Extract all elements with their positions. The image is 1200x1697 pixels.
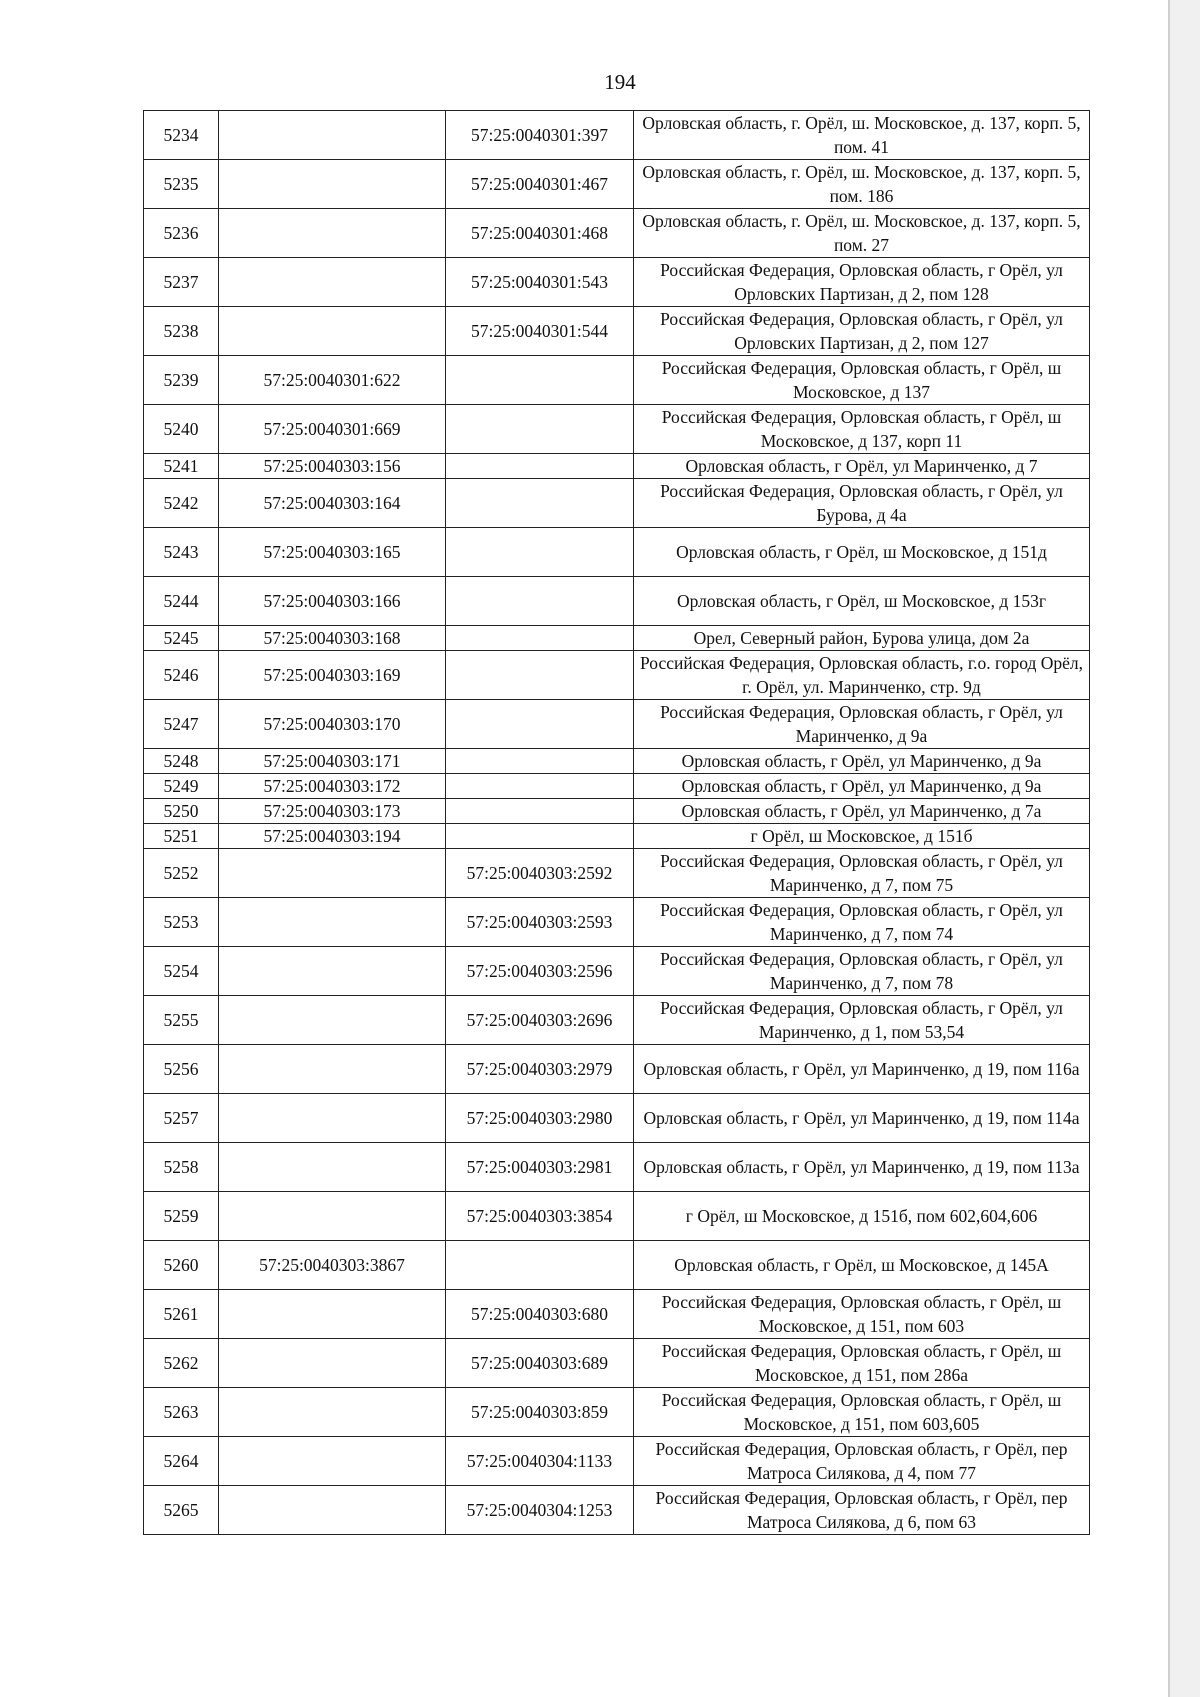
cadastral-building-cell: 57:25:0040303:156 bbox=[219, 454, 446, 479]
row-number-cell: 5262 bbox=[144, 1339, 219, 1388]
cadastral-building-cell bbox=[219, 209, 446, 258]
cadastral-building-cell bbox=[219, 1192, 446, 1241]
table-row bbox=[144, 626, 1090, 651]
address-cell: Орловская область, г Орёл, ш Московское, д 151д bbox=[634, 528, 1090, 577]
row-number-cell: 5245 bbox=[144, 626, 219, 651]
cadastral-room-cell: 57:25:0040301:467 bbox=[446, 160, 634, 209]
cadastral-room-cell bbox=[446, 454, 634, 479]
cadastral-room-cell: 57:25:0040303:2980 bbox=[446, 1094, 634, 1143]
row-number-cell: 5255 bbox=[144, 996, 219, 1045]
table-row bbox=[144, 479, 1090, 528]
cadastral-building-cell: 57:25:0040303:164 bbox=[219, 479, 446, 528]
row-number-cell: 5260 bbox=[144, 1241, 219, 1290]
address-cell: Орловская область, г. Орёл, ш. Московское, д. 137, корп. 5, пом. 186 bbox=[634, 160, 1090, 209]
table-row bbox=[144, 1388, 1090, 1437]
address-cell: Орловская область, г Орёл, ул Маринченко, д 9а bbox=[634, 774, 1090, 799]
address-cell: Орловская область, г Орёл, ул Маринченко, д 9а bbox=[634, 749, 1090, 774]
table-row bbox=[144, 258, 1090, 307]
address-cell: Орловская область, г. Орёл, ш. Московское, д. 137, корп. 5, пом. 27 bbox=[634, 209, 1090, 258]
cadastral-building-cell: 57:25:0040303:169 bbox=[219, 651, 446, 700]
cadastral-building-cell bbox=[219, 947, 446, 996]
address-cell: Российская Федерация, Орловская область, г Орёл, ул Маринченко, д 7, пом 75 bbox=[634, 849, 1090, 898]
row-number-cell: 5243 bbox=[144, 528, 219, 577]
cadastral-room-cell: 57:25:0040303:680 bbox=[446, 1290, 634, 1339]
address-cell: Российская Федерация, Орловская область, г Орёл, ул Маринченко, д 7, пом 74 bbox=[634, 898, 1090, 947]
address-cell: Российская Федерация, Орловская область, г Орёл, ул Маринченко, д 7, пом 78 bbox=[634, 947, 1090, 996]
cadastral-room-cell bbox=[446, 528, 634, 577]
address-cell: Российская Федерация, Орловская область, г Орёл, ш Московское, д 137, корп 11 bbox=[634, 405, 1090, 454]
cadastral-building-cell: 57:25:0040303:165 bbox=[219, 528, 446, 577]
cadastral-building-cell: 57:25:0040303:194 bbox=[219, 824, 446, 849]
row-number-cell: 5253 bbox=[144, 898, 219, 947]
row-number-cell: 5256 bbox=[144, 1045, 219, 1094]
cadastral-room-cell bbox=[446, 774, 634, 799]
cadastral-room-cell bbox=[446, 651, 634, 700]
cadastral-room-cell bbox=[446, 479, 634, 528]
table-row bbox=[144, 1094, 1090, 1143]
row-number-cell: 5238 bbox=[144, 307, 219, 356]
cadastral-building-cell bbox=[219, 307, 446, 356]
address-cell: Российская Федерация, Орловская область, г Орёл, ул Орловских Партизан, д 2, пом 127 bbox=[634, 307, 1090, 356]
row-number-cell: 5263 bbox=[144, 1388, 219, 1437]
cadastral-building-cell: 57:25:0040303:172 bbox=[219, 774, 446, 799]
cadastral-room-cell: 57:25:0040303:2696 bbox=[446, 996, 634, 1045]
page-edge bbox=[1168, 0, 1200, 1697]
cadastral-building-cell bbox=[219, 1045, 446, 1094]
address-cell: Российская Федерация, Орловская область, г Орёл, ш Московское, д 151, пом 603,605 bbox=[634, 1388, 1090, 1437]
address-cell: Орловская область, г Орёл, ул Маринченко, д 7а bbox=[634, 799, 1090, 824]
table-row bbox=[144, 356, 1090, 405]
row-number-cell: 5257 bbox=[144, 1094, 219, 1143]
cadastral-room-cell: 57:25:0040303:2981 bbox=[446, 1143, 634, 1192]
cadastral-building-cell: 57:25:0040303:173 bbox=[219, 799, 446, 824]
registry-body bbox=[144, 111, 1090, 1535]
cadastral-building-cell: 57:25:0040303:166 bbox=[219, 577, 446, 626]
table-row bbox=[144, 528, 1090, 577]
cadastral-building-cell bbox=[219, 898, 446, 947]
address-cell: Российская Федерация, Орловская область, г Орёл, ш Московское, д 151, пом 286а bbox=[634, 1339, 1090, 1388]
cadastral-room-cell bbox=[446, 749, 634, 774]
cadastral-room-cell: 57:25:0040301:468 bbox=[446, 209, 634, 258]
row-number-cell: 5244 bbox=[144, 577, 219, 626]
table-row bbox=[144, 1437, 1090, 1486]
cadastral-room-cell bbox=[446, 577, 634, 626]
row-number-cell: 5247 bbox=[144, 700, 219, 749]
address-cell: Российская Федерация, Орловская область, г Орёл, ш Московское, д 137 bbox=[634, 356, 1090, 405]
cadastral-room-cell: 57:25:0040303:2592 bbox=[446, 849, 634, 898]
row-number-cell: 5248 bbox=[144, 749, 219, 774]
cadastral-building-cell bbox=[219, 258, 446, 307]
cadastral-building-cell bbox=[219, 1486, 446, 1535]
row-number-cell: 5234 bbox=[144, 111, 219, 160]
row-number-cell: 5258 bbox=[144, 1143, 219, 1192]
row-number-cell: 5240 bbox=[144, 405, 219, 454]
table-row bbox=[144, 1486, 1090, 1535]
row-number-cell: 5261 bbox=[144, 1290, 219, 1339]
row-number-cell: 5237 bbox=[144, 258, 219, 307]
table-row bbox=[144, 898, 1090, 947]
table-row bbox=[144, 1192, 1090, 1241]
table-row bbox=[144, 996, 1090, 1045]
table-row bbox=[144, 1045, 1090, 1094]
table-row bbox=[144, 1241, 1090, 1290]
table-row bbox=[144, 849, 1090, 898]
cadastral-building-cell: 57:25:0040303:171 bbox=[219, 749, 446, 774]
cadastral-building-cell bbox=[219, 1094, 446, 1143]
address-cell: Орловская область, г Орёл, ул Маринченко, д 19, пом 116а bbox=[634, 1045, 1090, 1094]
row-number-cell: 5249 bbox=[144, 774, 219, 799]
row-number-cell: 5239 bbox=[144, 356, 219, 405]
table-row bbox=[144, 307, 1090, 356]
table-row bbox=[144, 749, 1090, 774]
address-cell: Российская Федерация, Орловская область, г.о. город Орёл, г. Орёл, ул. Маринченко, стр. 9д bbox=[634, 651, 1090, 700]
address-cell: Орловская область, г Орёл, ул Маринченко, д 19, пом 114а bbox=[634, 1094, 1090, 1143]
cadastral-building-cell bbox=[219, 996, 446, 1045]
cadastral-building-cell bbox=[219, 1388, 446, 1437]
cadastral-building-cell bbox=[219, 1437, 446, 1486]
cadastral-room-cell: 57:25:0040304:1133 bbox=[446, 1437, 634, 1486]
address-cell: Российская Федерация, Орловская область, г Орёл, ул Бурова, д 4а bbox=[634, 479, 1090, 528]
table-row bbox=[144, 209, 1090, 258]
row-number-cell: 5259 bbox=[144, 1192, 219, 1241]
address-cell: Российская Федерация, Орловская область, г Орёл, ул Орловских Партизан, д 2, пом 128 bbox=[634, 258, 1090, 307]
address-cell: Российская Федерация, Орловская область, г Орёл, пер Матроса Силякова, д 6, пом 63 bbox=[634, 1486, 1090, 1535]
cadastral-building-cell bbox=[219, 1143, 446, 1192]
cadastral-room-cell: 57:25:0040303:3854 bbox=[446, 1192, 634, 1241]
row-number-cell: 5251 bbox=[144, 824, 219, 849]
cadastral-building-cell bbox=[219, 1339, 446, 1388]
address-cell: г Орёл, ш Московское, д 151б bbox=[634, 824, 1090, 849]
cadastral-building-cell: 57:25:0040301:622 bbox=[219, 356, 446, 405]
table-row bbox=[144, 1339, 1090, 1388]
row-number-cell: 5250 bbox=[144, 799, 219, 824]
cadastral-building-cell: 57:25:0040303:168 bbox=[219, 626, 446, 651]
cadastral-room-cell: 57:25:0040303:689 bbox=[446, 1339, 634, 1388]
address-cell: г Орёл, ш Московское, д 151б, пом 602,604,606 bbox=[634, 1192, 1090, 1241]
address-cell: Орловская область, г Орёл, ш Московское, д 153г bbox=[634, 577, 1090, 626]
cadastral-building-cell: 57:25:0040303:170 bbox=[219, 700, 446, 749]
table-row bbox=[144, 1143, 1090, 1192]
table-row bbox=[144, 651, 1090, 700]
cadastral-building-cell bbox=[219, 111, 446, 160]
address-cell: Орел, Северный район, Бурова улица, дом 2а bbox=[634, 626, 1090, 651]
row-number-cell: 5246 bbox=[144, 651, 219, 700]
cadastral-room-cell: 57:25:0040301:544 bbox=[446, 307, 634, 356]
address-cell: Орловская область, г Орёл, ул Маринченко, д 19, пом 113а bbox=[634, 1143, 1090, 1192]
property-registry-table bbox=[143, 110, 1090, 1535]
cadastral-room-cell bbox=[446, 824, 634, 849]
row-number-cell: 5265 bbox=[144, 1486, 219, 1535]
cadastral-room-cell bbox=[446, 700, 634, 749]
cadastral-room-cell bbox=[446, 356, 634, 405]
address-cell: Орловская область, г Орёл, ш Московское, д 145А bbox=[634, 1241, 1090, 1290]
cadastral-room-cell: 57:25:0040303:2593 bbox=[446, 898, 634, 947]
page-number: 194 bbox=[604, 70, 636, 94]
address-cell: Российская Федерация, Орловская область, г Орёл, ул Маринченко, д 1, пом 53,54 bbox=[634, 996, 1090, 1045]
cadastral-room-cell: 57:25:0040301:397 bbox=[446, 111, 634, 160]
address-cell: Российская Федерация, Орловская область, г Орёл, ш Московское, д 151, пом 603 bbox=[634, 1290, 1090, 1339]
table-row bbox=[144, 799, 1090, 824]
row-number-cell: 5235 bbox=[144, 160, 219, 209]
table-row bbox=[144, 947, 1090, 996]
cadastral-building-cell bbox=[219, 160, 446, 209]
row-number-cell: 5242 bbox=[144, 479, 219, 528]
table-row bbox=[144, 1290, 1090, 1339]
cadastral-building-cell bbox=[219, 849, 446, 898]
cadastral-room-cell: 57:25:0040303:2596 bbox=[446, 947, 634, 996]
table-row bbox=[144, 774, 1090, 799]
cadastral-room-cell: 57:25:0040303:2979 bbox=[446, 1045, 634, 1094]
address-cell: Орловская область, г Орёл, ул Маринченко, д 7 bbox=[634, 454, 1090, 479]
address-cell: Орловская область, г. Орёл, ш. Московское, д. 137, корп. 5, пом. 41 bbox=[634, 111, 1090, 160]
cadastral-room-cell bbox=[446, 405, 634, 454]
table-row bbox=[144, 454, 1090, 479]
cadastral-room-cell: 57:25:0040303:859 bbox=[446, 1388, 634, 1437]
table-row bbox=[144, 700, 1090, 749]
cadastral-building-cell: 57:25:0040303:3867 bbox=[219, 1241, 446, 1290]
table-row bbox=[144, 160, 1090, 209]
row-number-cell: 5241 bbox=[144, 454, 219, 479]
table-row bbox=[144, 824, 1090, 849]
table-row bbox=[144, 111, 1090, 160]
address-cell: Российская Федерация, Орловская область, г Орёл, пер Матроса Силякова, д 4, пом 77 bbox=[634, 1437, 1090, 1486]
address-cell: Российская Федерация, Орловская область, г Орёл, ул Маринченко, д 9а bbox=[634, 700, 1090, 749]
cadastral-room-cell: 57:25:0040301:543 bbox=[446, 258, 634, 307]
cadastral-room-cell bbox=[446, 799, 634, 824]
row-number-cell: 5252 bbox=[144, 849, 219, 898]
cadastral-building-cell bbox=[219, 1290, 446, 1339]
cadastral-building-cell: 57:25:0040301:669 bbox=[219, 405, 446, 454]
cadastral-room-cell: 57:25:0040304:1253 bbox=[446, 1486, 634, 1535]
table-row bbox=[144, 405, 1090, 454]
row-number-cell: 5254 bbox=[144, 947, 219, 996]
row-number-cell: 5236 bbox=[144, 209, 219, 258]
cadastral-room-cell bbox=[446, 626, 634, 651]
cadastral-room-cell bbox=[446, 1241, 634, 1290]
row-number-cell: 5264 bbox=[144, 1437, 219, 1486]
table-row bbox=[144, 577, 1090, 626]
